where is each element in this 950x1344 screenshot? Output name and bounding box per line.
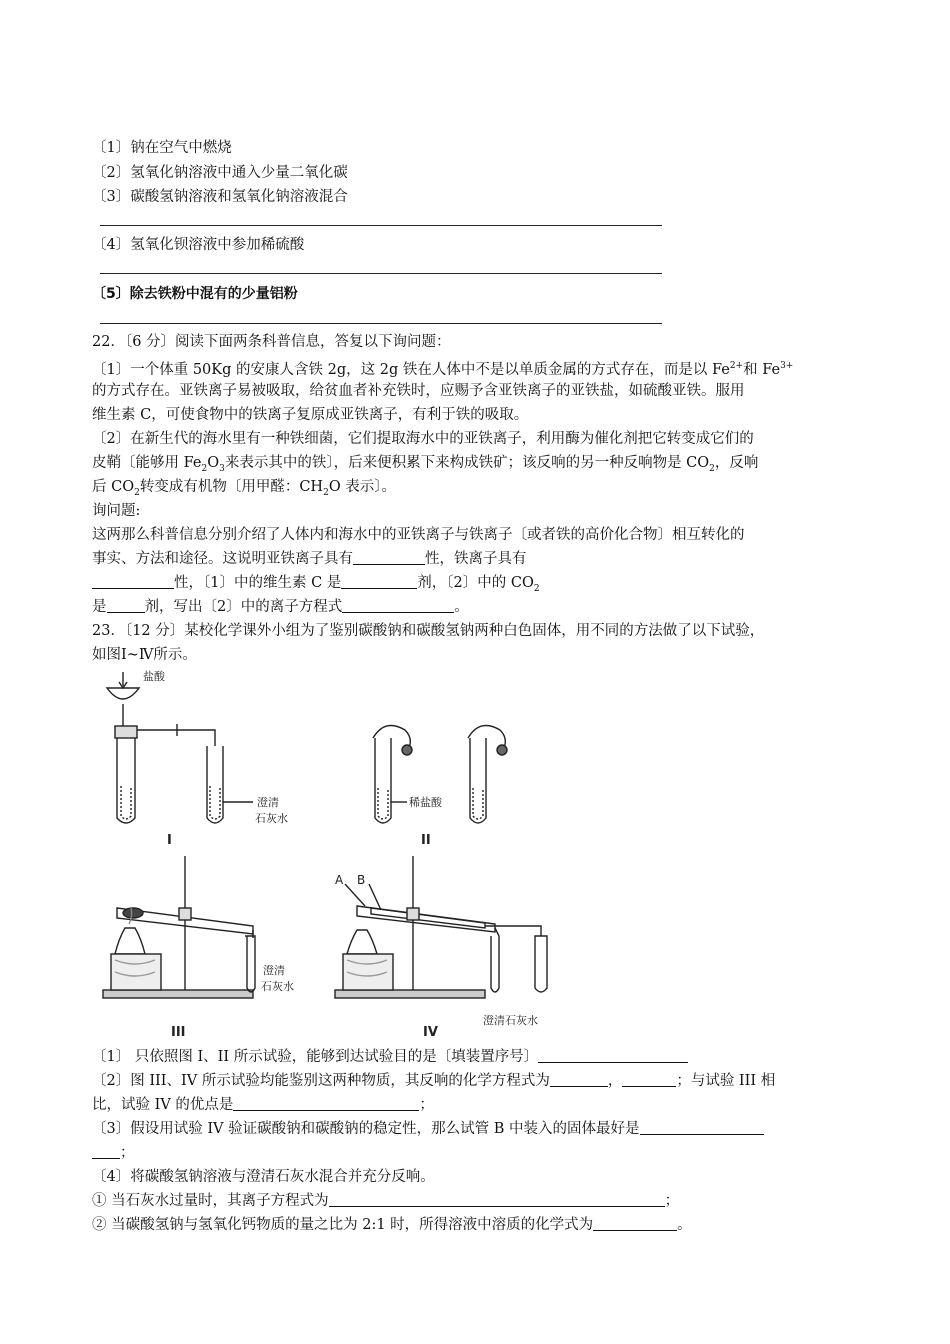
q23-sub-3: 〔3〕假设用试验 IV 验证碳酸钠和碳酸钠的稳定性，那么试管 B 中装入的固体最好是 [92,1118,764,1140]
label-dilute-hcl: 稀盐酸 [409,796,442,809]
q21-item-4: 〔4〕氢氧化钡溶液中参加稀硫酸 [92,237,305,253]
q21-item-3: 〔3〕碳酸氢钠溶液和氢氧化钠溶液混合 [92,189,348,205]
q22-heading: 22．〔6 分〕阅读下面两条科普信息，答复以下询问题： [92,334,451,350]
fill-blank[interactable] [593,1215,677,1231]
label-b: B [357,873,366,887]
q22-paragraph: 后 $CO_2$转变成有机物〔用甲醛：$CH_2O$ 表示〕。 [92,479,397,498]
fill-blank[interactable] [353,549,425,565]
q22-paragraph: 维生素 C，可使食物中的铁离子复原成亚铁离子，有利于铁的吸取。 [92,407,529,423]
fill-blank[interactable] [92,1143,120,1159]
label-limewater: 石灰水 [261,980,294,993]
q22-question: 是 剂，写出〔2〕中的离子方程式 。 [92,599,469,615]
answer-line [100,273,662,274]
q23-heading: 如图Ⅰ~Ⅳ所示。 [92,647,197,663]
label-a: A [335,873,344,887]
apparatus-IV [335,856,547,1040]
q21-item-5: 〔5〕除去铁粉中混有的少量铝粉 [92,286,298,302]
q21-item-1: 〔1〕钠在空气中燃烧 [92,140,232,156]
fill-blank[interactable] [342,597,454,613]
q22-ask: 询问题: [92,503,141,519]
fill-blank[interactable] [538,1047,688,1063]
fill-blank[interactable] [622,1071,676,1087]
apparatus-I [107,669,288,848]
q22-paragraph: 皮鞘〔能够用 $Fe_2O_3$来表示其中的铁〕，后来便积累下来构成铁矿；该反响的另一种反响物是 $CO_2$，反响 [92,455,759,474]
q22-paragraph: 这两那么科普信息分别介绍了人体内和海水中的亚铁离子与铁离子〔或者铁的高价化合物〕相互转化的 [92,527,745,543]
figure-number: IV [423,1025,438,1040]
q23-sub-4: 〔4〕将碳酸氢钠溶液与澄清石灰水混合并充分反响。 [92,1169,435,1185]
q22-paragraph: 〔1〕一个体重 50Kg 的安康人含铁 2g，这 2g 铁在人体中不是以单质金属的方式存在，而是以 $Fe^{2+}$和 $Fe^{3+}$ [92,361,794,378]
q22-paragraph: 〔2〕在新生代的海水里有一种铁细菌，它们提取海水中的亚铁离子，利用酶为催化剂把它转变成它们的 [92,431,754,447]
q22-question: 事实、方法和途径。这说明亚铁离子具有 性，铁离子具有 [92,551,527,567]
fill-blank[interactable] [640,1119,764,1135]
q22-paragraph: 的方式存在。亚铁离子易被吸取，给贫血者补充铁时，应赐予含亚铁离子的亚铁盐，如硫酸亚铁。服用 [92,383,745,399]
apparatus-II [373,726,507,849]
fill-blank[interactable] [341,573,417,589]
q23-sub-2: 比，试验 IV 的优点是 ； [92,1097,434,1113]
label-limewater: 澄清 [263,964,285,977]
fill-blank[interactable] [92,573,174,589]
q21-item-2: 〔2〕氢氧化钠溶液中通入少量二氧化碳 [92,165,348,181]
figure-number: I [167,833,172,848]
label-limewater: 澄清 [257,796,279,809]
answer-line [100,225,662,226]
answer-line [100,323,662,324]
q23-sub-1: 〔1〕 只依照图 I、II 所示试验，能够到达试验目的是〔填装置序号〕 [92,1046,688,1068]
apparatus-figure [95,668,565,1043]
label-limewater: 石灰水 [255,812,288,825]
label-hcl: 盐酸 [143,670,165,683]
q23-sub-4-2: ② 当碳酸氢钠与氢氧化钙物质的量之比为 2:1 时，所得溶液中溶质的化学式为 。 [92,1217,692,1233]
fill-blank[interactable] [233,1095,419,1111]
q23-heading: 23．〔12 分〕某校化学课外小组为了鉴别碳酸钠和碳酸氢钠两种白色固体，用不同的方法做了以下试验， [92,623,765,639]
q23-sub-4-1: ① 当石灰水过量时，其离子方程式为 ； [92,1193,680,1209]
q22-question: 性，〔1〕中的维生素 C 是 剂，〔2〕中的 $CO_2$ [92,572,540,600]
fill-blank[interactable] [550,1071,608,1087]
figure-number: II [421,833,431,848]
q23-sub-2: 〔2〕图 III、IV 所示试验均能鉴别这两种物质，其反响的化学方程式为 ， ；与试验 III 相 [92,1073,776,1089]
fill-blank[interactable] [107,597,145,613]
fill-blank[interactable] [329,1191,665,1207]
apparatus-III [103,856,294,1040]
q23-sub-3: ； [92,1142,135,1164]
label-limewater: 澄清石灰水 [483,1014,538,1027]
figure-number: III [171,1025,186,1040]
